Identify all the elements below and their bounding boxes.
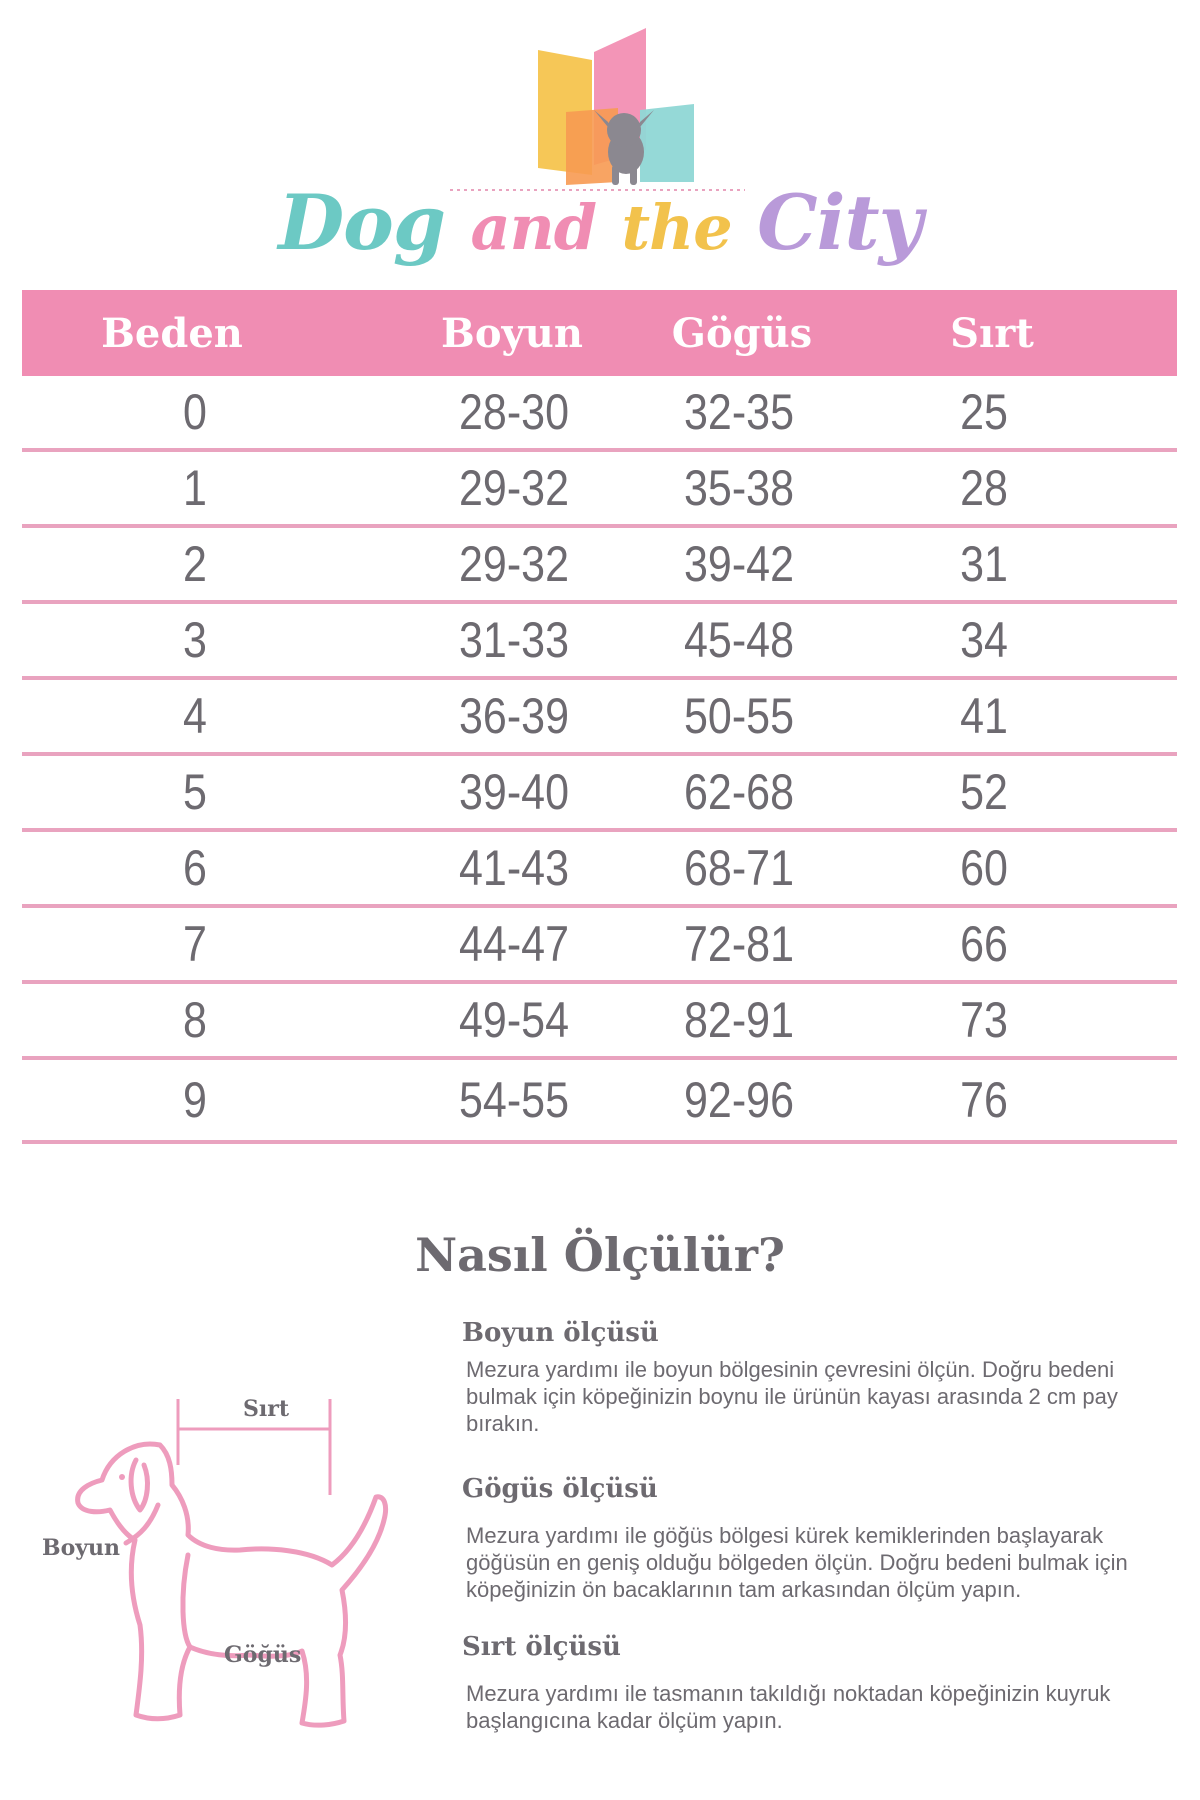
dog-ear-path bbox=[131, 1460, 147, 1510]
cell-chest: 92-96 bbox=[684, 1072, 794, 1128]
figure-label-back: Sırt bbox=[243, 1396, 289, 1422]
cell-chest: 72-81 bbox=[684, 916, 794, 972]
cell-neck: 29-32 bbox=[459, 536, 569, 592]
cell-chest: 68-71 bbox=[684, 840, 794, 896]
dog-measure-illustration bbox=[40, 1385, 440, 1745]
cell-back: 41 bbox=[960, 688, 1008, 744]
cell-back: 34 bbox=[960, 612, 1008, 668]
table-row bbox=[22, 1060, 1177, 1144]
cell-back: 76 bbox=[960, 1072, 1008, 1128]
table-row bbox=[22, 984, 1177, 1060]
size-table bbox=[22, 290, 1177, 1144]
cell-neck: 49-54 bbox=[459, 992, 569, 1048]
chest-measure-text: Mezura yardımı ile göğüs bölgesi kürek kemiklerinden başlayarak göğüsün en geniş olduğu bölgeden ölçün. Doğru bedeni bulmak için köpeğinizin ön bacaklarının tam arkasından ölçüm yapın. bbox=[466, 1523, 1128, 1602]
cell-size: 6 bbox=[183, 840, 207, 896]
cell-chest: 35-38 bbox=[684, 460, 794, 516]
table-row bbox=[22, 528, 1177, 604]
table-row bbox=[22, 832, 1177, 908]
cell-back: 60 bbox=[960, 840, 1008, 896]
cell-size: 7 bbox=[183, 916, 207, 972]
header-boyun: Boyun bbox=[441, 309, 583, 357]
table-row bbox=[22, 908, 1177, 984]
cell-size: 0 bbox=[183, 384, 207, 440]
back-measure-section bbox=[462, 1632, 1177, 1734]
cell-size: 9 bbox=[183, 1072, 207, 1128]
table-row bbox=[22, 756, 1177, 832]
brand-word-city: City bbox=[757, 178, 922, 267]
cell-size: 2 bbox=[183, 536, 207, 592]
cell-size: 3 bbox=[183, 612, 207, 668]
cell-back: 28 bbox=[960, 460, 1008, 516]
cell-size: 1 bbox=[183, 460, 207, 516]
neck-measure-text: Mezura yardımı ile boyun bölgesinin çevresini ölçün. Doğru bedeni bulmak için köpeğinizin boynu ile ürünün kayası arasında 2 cm pay bırakın. bbox=[466, 1357, 1118, 1436]
dog-outline-path bbox=[78, 1444, 386, 1725]
cell-neck: 41-43 bbox=[459, 840, 569, 896]
brand-wordmark bbox=[0, 178, 1200, 267]
table-body bbox=[22, 376, 1177, 1144]
cell-size: 5 bbox=[183, 764, 207, 820]
dog-eye bbox=[119, 1474, 125, 1480]
cell-size: 4 bbox=[183, 688, 207, 744]
cell-chest: 50-55 bbox=[684, 688, 794, 744]
brand-word-dog: Dog bbox=[278, 178, 445, 267]
cell-neck: 29-32 bbox=[459, 460, 569, 516]
cell-back: 52 bbox=[960, 764, 1008, 820]
cell-neck: 28-30 bbox=[459, 384, 569, 440]
cell-chest: 82-91 bbox=[684, 992, 794, 1048]
cell-back: 73 bbox=[960, 992, 1008, 1048]
cell-back: 66 bbox=[960, 916, 1008, 972]
cell-chest: 45-48 bbox=[684, 612, 794, 668]
how-to-measure-title: Nasıl Ölçülür? bbox=[415, 1228, 785, 1282]
cell-neck: 39-40 bbox=[459, 764, 569, 820]
brand-word-and: and bbox=[470, 191, 597, 264]
back-measure-title: Sırt ölçüsü bbox=[462, 1632, 621, 1662]
neck-measure-title: Boyun ölçüsü bbox=[462, 1318, 659, 1348]
table-row bbox=[22, 604, 1177, 680]
table-row bbox=[22, 680, 1177, 756]
cell-neck: 36-39 bbox=[459, 688, 569, 744]
header-beden: Beden bbox=[101, 309, 243, 357]
cell-back: 31 bbox=[960, 536, 1008, 592]
cell-neck: 44-47 bbox=[459, 916, 569, 972]
cell-neck: 54-55 bbox=[459, 1072, 569, 1128]
cell-chest: 62-68 bbox=[684, 764, 794, 820]
neck-measure-section bbox=[462, 1318, 1177, 1437]
chest-measure-title: Gögüs ölçüsü bbox=[462, 1474, 658, 1504]
header-sirt: Sırt bbox=[950, 309, 1034, 357]
table-row bbox=[22, 452, 1177, 528]
back-measure-text: Mezura yardımı ile tasmanın takıldığı noktadan köpeğinizin kuyruk başlangıcına kadar ölçüm yapın. bbox=[466, 1681, 1111, 1733]
brand-word-the: the bbox=[621, 191, 732, 264]
cell-neck: 31-33 bbox=[459, 612, 569, 668]
cell-chest: 39-42 bbox=[684, 536, 794, 592]
cell-size: 8 bbox=[183, 992, 207, 1048]
dog-chest-line bbox=[183, 1555, 190, 1647]
figure-label-chest: Göğüs bbox=[224, 1642, 302, 1668]
cell-chest: 32-35 bbox=[684, 384, 794, 440]
figure-label-neck: Boyun bbox=[42, 1535, 121, 1561]
table-header bbox=[22, 290, 1177, 376]
chest-measure-section bbox=[462, 1474, 1177, 1603]
header-gogus: Gögüs bbox=[671, 309, 813, 357]
table-row bbox=[22, 376, 1177, 452]
cell-back: 25 bbox=[960, 384, 1008, 440]
